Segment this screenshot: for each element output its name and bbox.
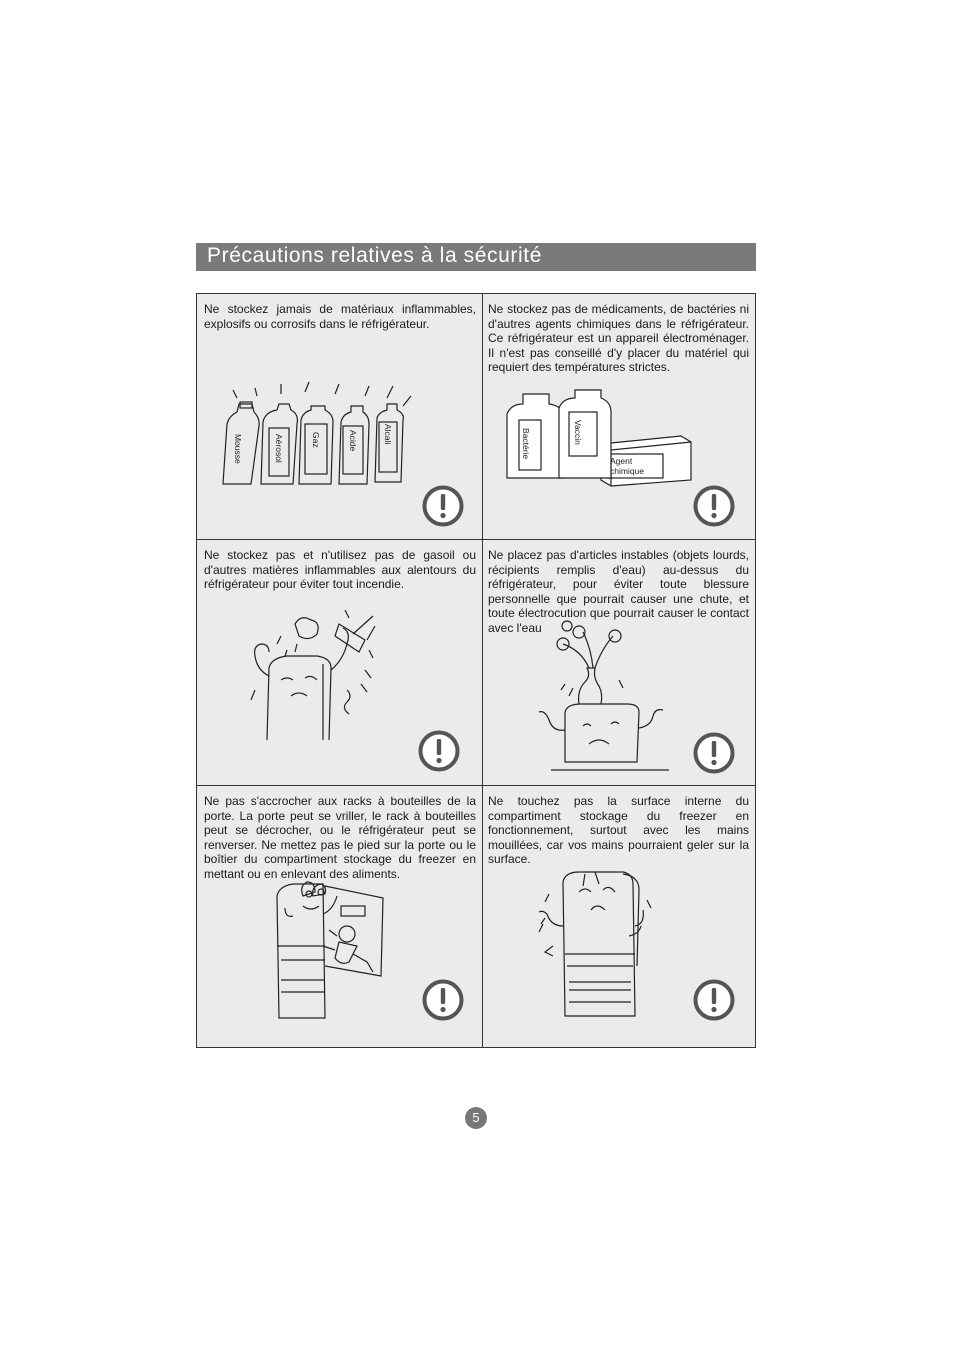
precaution-text: Ne stockez jamais de matériaux inflammables, explosifs ou corrosifs dans le réfrigérateur. xyxy=(204,302,476,331)
warning-icon xyxy=(418,730,460,772)
label-vaccin: Vaccin xyxy=(573,420,583,445)
warning-icon xyxy=(422,979,464,1021)
page-number: 5 xyxy=(465,1107,487,1129)
precaution-cell-flammables xyxy=(197,294,483,540)
precaution-cell-door-racks xyxy=(197,786,483,1047)
label-bacterie: Bactérie xyxy=(521,428,531,460)
warning-icon xyxy=(693,979,735,1021)
bottle-label-aerosol: Aérosol xyxy=(274,434,284,463)
page-title: Précautions relatives à la sécurité xyxy=(207,244,542,267)
precaution-text: Ne stockez pas et n'utilisez pas de gasoil ou d'autres matières inflammables aux alentours du réfrigérateur pour éviter tout incendie. xyxy=(204,548,476,591)
label-chimique: chimique xyxy=(610,466,645,476)
bottle-label-acide: Acide xyxy=(348,430,358,452)
title-bar xyxy=(196,243,756,271)
precaution-cell-freezer-surface xyxy=(483,786,755,1047)
bottle-label-alcali: Alcali xyxy=(383,424,393,445)
precaution-text: Ne stockez pas de médicaments, de bactéries ni d'autres agents chimiques dans le réfrigérateur. Ce réfrigérateur est un appareil électroménager. Il n'est pas conseillé d'y placer du matériel qui requiert des températures strictes. xyxy=(488,302,749,374)
precautions-grid xyxy=(196,293,756,1048)
warning-icon xyxy=(693,485,735,527)
bottle-label-mousse: Mousse xyxy=(233,434,243,464)
precaution-text: Ne pas s'accrocher aux racks à bouteilles de la porte. La porte peut se vriller, le rack à bouteilles peut se décrocher, ou le réfrigérateur peut se renverser. Ne mettez pas le pied sur la porte ou le boîtier du compartiment stockage du freezer en mettant ou en enlevant des aliments. xyxy=(204,794,476,881)
precaution-text: Ne touchez pas la surface interne du compartiment stockage du freezer en fonctionnement, surtout avec les mains mouillées, car vos mains pourraient geler sur la surface. xyxy=(488,794,749,866)
precaution-text: Ne placez pas d'articles instables (objets lourds, récipients remplis d'eau) au-dessus du réfrigérateur, pour éviter toute blessure personnelle que pourrait causer une chute, et toute électrocution que pourrait causer le contact avec l'eau xyxy=(488,548,749,635)
precaution-cell-chemicals xyxy=(483,294,755,540)
warning-icon xyxy=(422,485,464,527)
bottle-label-gaz: Gaz xyxy=(311,432,321,448)
precaution-cell-fuel xyxy=(197,540,483,786)
warning-icon xyxy=(693,732,735,774)
label-agent: Agent xyxy=(610,456,633,466)
precaution-cell-unstable-objects xyxy=(483,540,755,786)
